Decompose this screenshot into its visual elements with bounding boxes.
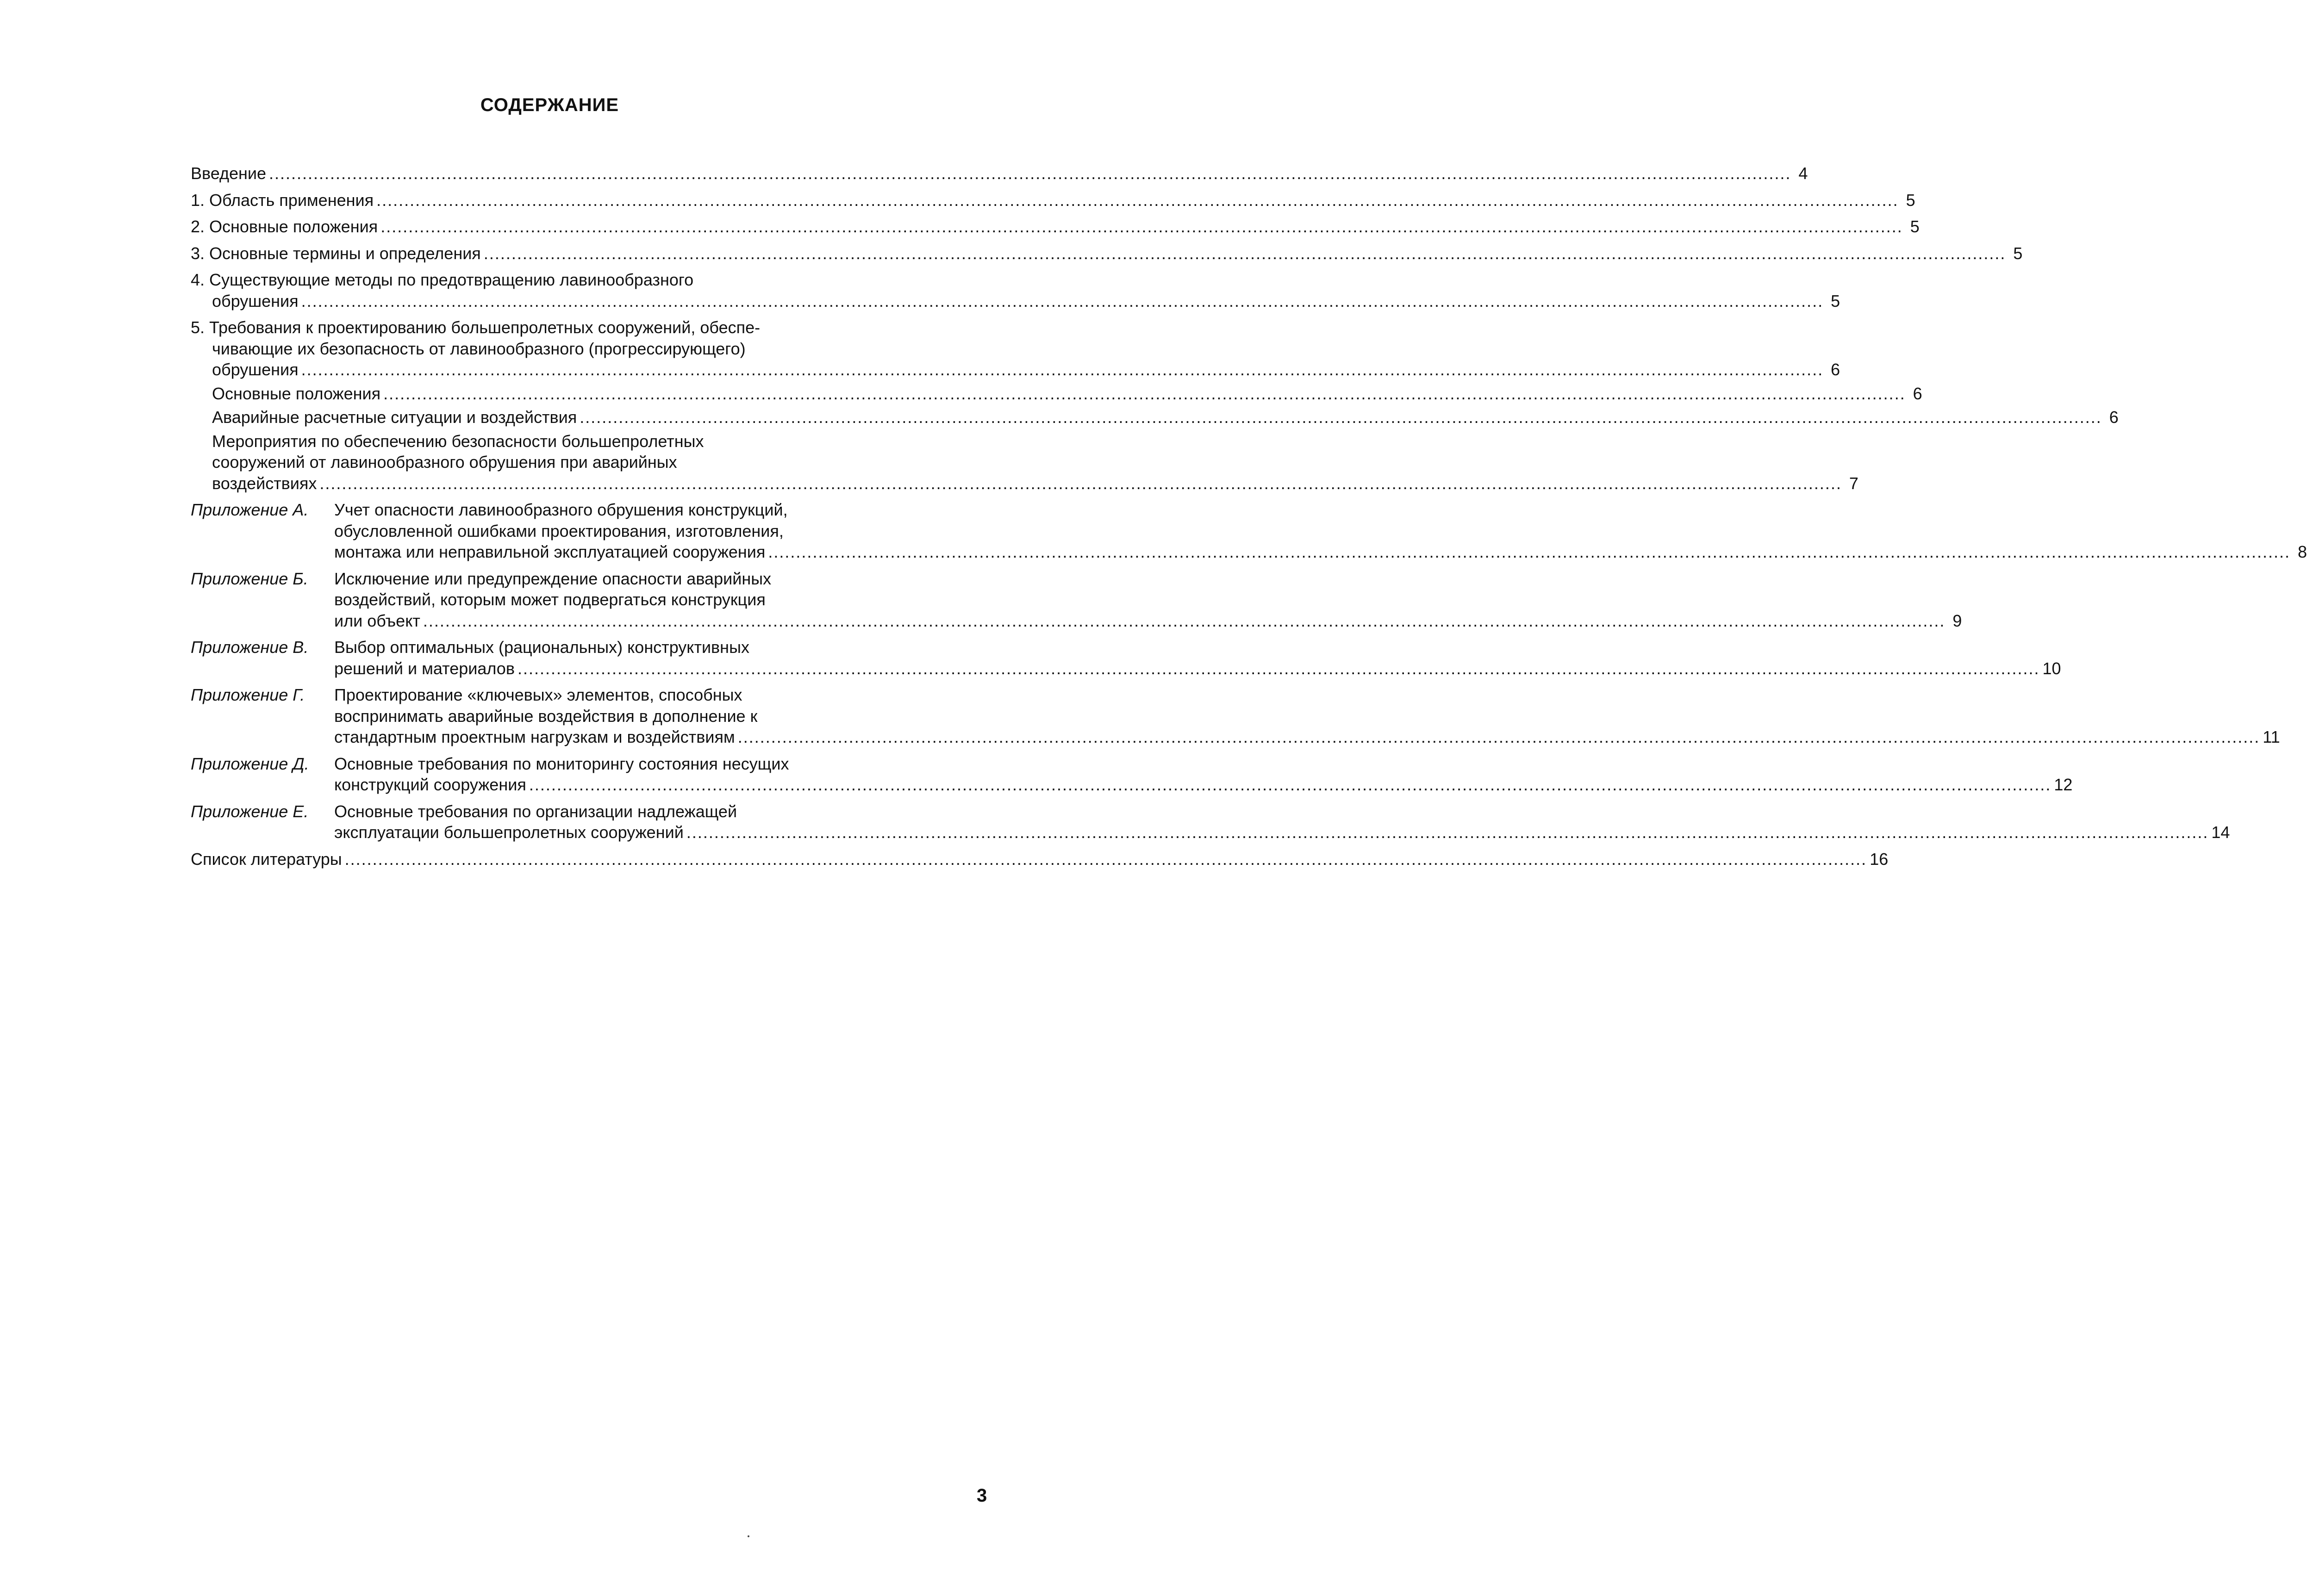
toc-entry-text: 5. Требования к проектированию большепролетных сооружений, обеспе- bbox=[191, 318, 761, 337]
toc-title: СОДЕРЖАНИЕ bbox=[480, 95, 619, 115]
toc-entry-section-5[interactable] bbox=[191, 317, 1840, 380]
appendix-title-continued: воспринимать аварийные воздействия в дополнение к bbox=[334, 706, 758, 726]
toc-page-number: 6 bbox=[1913, 384, 1922, 403]
toc-entry-text-continued: чивающие их безопасность от лавинообразного (прогрессирующего) bbox=[212, 339, 746, 358]
toc-subentry-basic-provisions[interactable] bbox=[191, 383, 1922, 404]
toc-entry-text: 1. Область применения bbox=[191, 190, 374, 210]
leader-dots bbox=[380, 216, 1903, 237]
toc-page-number: 14 bbox=[2211, 823, 2230, 842]
toc-appendix-b[interactable] bbox=[191, 568, 1962, 632]
leader-dots bbox=[518, 658, 2040, 679]
toc-appendix-d[interactable] bbox=[191, 753, 2073, 795]
appendix-label: Приложение Е. bbox=[191, 801, 309, 821]
appendix-title-continued: воздействий, которым может подвергаться конструкция bbox=[334, 590, 766, 609]
appendix-title-continued: стандартным проектным нагрузкам и воздействиям bbox=[334, 727, 735, 746]
appendix-title-continued: решений и материалов bbox=[334, 658, 515, 678]
leader-dots bbox=[269, 163, 1791, 184]
toc-page-number: 4 bbox=[1798, 164, 1808, 183]
page-number: 3 bbox=[977, 1485, 987, 1506]
toc-entry-text: Аварийные расчетные ситуации и воздействия bbox=[212, 408, 577, 427]
toc-entry-text: 4. Существующие методы по предотвращению лавинообразного bbox=[191, 270, 694, 289]
toc-entry-text: 2. Основные положения bbox=[191, 217, 378, 236]
toc-page-number: 5 bbox=[1906, 190, 1915, 210]
leader-dots bbox=[376, 190, 1899, 211]
toc-page-number: 12 bbox=[2054, 775, 2073, 794]
toc-page-number: 5 bbox=[2013, 243, 2023, 263]
toc-entry-text-continued: сооружений от лавинообразного обрушения при аварийных bbox=[212, 453, 677, 472]
toc-entry-section-3[interactable] bbox=[191, 243, 2023, 264]
toc-page-number: 7 bbox=[1849, 473, 1858, 493]
toc-entry-section-2[interactable] bbox=[191, 216, 1920, 237]
toc-page-number: 11 bbox=[2263, 727, 2280, 746]
appendix-title: Учет опасности лавинообразного обрушения конструкций, bbox=[334, 500, 788, 519]
toc-entry-text: Основные положения bbox=[212, 384, 381, 403]
appendix-title-continued: монтажа или неправильной эксплуатацией сооружения bbox=[334, 542, 766, 561]
toc-page-number: 16 bbox=[1870, 849, 1889, 869]
toc-page-number: 5 bbox=[1910, 217, 1920, 236]
toc-entry-text-continued: обрушения bbox=[212, 291, 299, 311]
scan-speck bbox=[748, 1535, 749, 1537]
toc-entry-text-continued: обрушения bbox=[212, 360, 299, 379]
leader-dots bbox=[484, 243, 2006, 264]
appendix-title-continued: или объект bbox=[334, 611, 420, 630]
leader-dots bbox=[423, 610, 1945, 632]
toc-page-number: 10 bbox=[2042, 658, 2061, 678]
toc-entry-section-4[interactable] bbox=[191, 269, 1840, 311]
appendix-title: Основные требования по организации надлежащей bbox=[334, 801, 737, 821]
leader-dots bbox=[580, 407, 2102, 428]
toc-appendix-v[interactable] bbox=[191, 637, 2061, 679]
toc-entry-introduction[interactable] bbox=[191, 163, 1808, 184]
toc-entry-text: Мероприятия по обеспечению безопасности большепролетных bbox=[212, 431, 704, 451]
toc-appendix-e[interactable] bbox=[191, 801, 2230, 843]
appendix-label: Приложение А. bbox=[191, 500, 309, 519]
appendix-title-continued: конструкций сооружения bbox=[334, 775, 526, 794]
leader-dots bbox=[301, 359, 1824, 380]
toc-entry-text: Список литературы bbox=[191, 849, 342, 869]
toc-entry-text-continued: воздействиях bbox=[212, 473, 317, 493]
toc-page-number: 9 bbox=[1952, 611, 1962, 630]
leader-dots bbox=[768, 541, 2290, 563]
toc-entry-text: Введение bbox=[191, 164, 267, 183]
leader-dots bbox=[301, 291, 1824, 312]
appendix-label: Приложение Г. bbox=[191, 685, 305, 704]
leader-dots bbox=[738, 727, 2260, 748]
toc-subentry-emergency-situations[interactable] bbox=[191, 407, 2119, 428]
leader-dots bbox=[529, 774, 2051, 795]
toc-appendix-g[interactable] bbox=[191, 684, 2280, 748]
appendix-title: Проектирование «ключевых» элементов, способных bbox=[334, 685, 742, 704]
toc-entry-bibliography[interactable] bbox=[191, 849, 1889, 870]
toc-page-number: 5 bbox=[1831, 291, 1840, 311]
appendix-title-continued: эксплуатации большепролетных сооружений bbox=[334, 823, 684, 842]
appendix-title: Выбор оптимальных (рациональных) конструктивных bbox=[334, 638, 749, 657]
appendix-title: Исключение или предупреждение опасности аварийных bbox=[334, 569, 772, 588]
toc-appendix-a[interactable] bbox=[191, 499, 2307, 563]
toc-page-number: 6 bbox=[1831, 360, 1840, 379]
appendix-label: Приложение Д. bbox=[191, 754, 309, 773]
appendix-label: Приложение Б. bbox=[191, 569, 308, 588]
leader-dots bbox=[686, 822, 2209, 843]
table-of-contents bbox=[191, 163, 2307, 875]
leader-dots bbox=[319, 473, 1842, 494]
leader-dots bbox=[345, 849, 1867, 870]
toc-entry-section-1[interactable] bbox=[191, 190, 1915, 211]
toc-page-number: 6 bbox=[2109, 408, 2119, 427]
toc-subentry-safety-measures[interactable] bbox=[191, 431, 1858, 494]
leader-dots bbox=[383, 383, 1906, 404]
toc-page-number: 8 bbox=[2297, 542, 2307, 561]
appendix-label: Приложение В. bbox=[191, 638, 309, 657]
toc-entry-text: 3. Основные термины и определения bbox=[191, 243, 481, 263]
appendix-title: Основные требования по мониторингу состояния несущих bbox=[334, 754, 789, 773]
appendix-title-continued: обусловленной ошибками проектирования, изготовления, bbox=[334, 521, 784, 540]
